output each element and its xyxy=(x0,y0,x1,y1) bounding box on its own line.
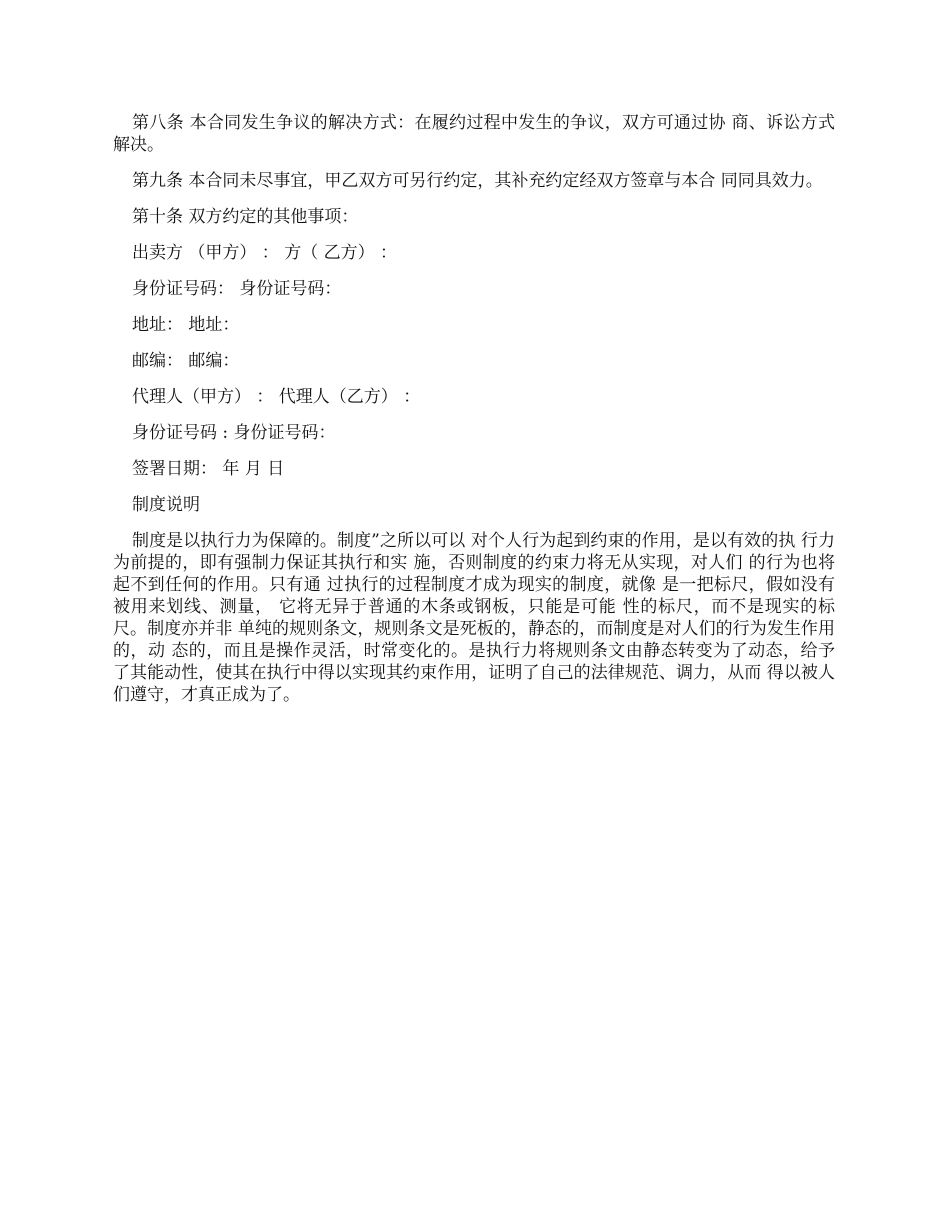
article-10-paragraph: 第十条 双方约定的其他事项： xyxy=(132,207,359,227)
address-line: 地址： 地址： xyxy=(132,315,240,335)
article-8-paragraph: 第八条 本合同发生争议的解决方式：在履约过程中发生的争议，双方可通过协 商、诉讼方式解决。 xyxy=(113,113,835,155)
section-heading: 制度说明 xyxy=(132,495,200,515)
postcode-line: 邮编： 邮编： xyxy=(132,351,240,371)
id-number-line: 身份证号码： 身份证号码： xyxy=(132,279,342,299)
document-page xyxy=(113,112,835,720)
system-description-paragraph: 制度是以执行力为保障的。制度”之所以可以 对个人行为起到约束的作用，是以有效的执 行力为前提的，即有强制力保证其执行和实 施，否则制度的约束力将无从实现，对人们 的行为也将起不到任何的作用。只有通 过执行的过程制度才成为现实的制度，就像 是一把标尺，假如没有被用来划线、测量， 它将无异于普通的木条或钢板，只能是可能 性的标尺，而不是现实的标尺。制度亦并非 单纯的规则条文，规则条文是死板的，静态的，而制度是对人们的行为发生作用的，动 态的，而且是操作灵活，时常变化的。是执行力将规则条文由静态转变为了动态，给予 了其能动性，使其在执行中得以实现其约束作用，证明了自己的法律规范、调力，从而 得以被人们遵守，才真正成为了。 xyxy=(113,531,835,705)
article-9-paragraph: 第九条 本合同未尽事宜，甲乙双方可另行约定，其补充约定经双方签章与本合 同同具效力。 xyxy=(132,171,823,191)
signing-date-line: 签署日期： 年 月 日 xyxy=(132,459,285,479)
agent-id-number-line: 身份证号码 : 身份证号码： xyxy=(132,423,336,443)
agent-line: 代理人（甲方） ： 代理人（乙方） ： xyxy=(132,387,421,407)
seller-buyer-line: 出卖方 （甲方） ： 方（ 乙方） ： xyxy=(132,243,398,263)
